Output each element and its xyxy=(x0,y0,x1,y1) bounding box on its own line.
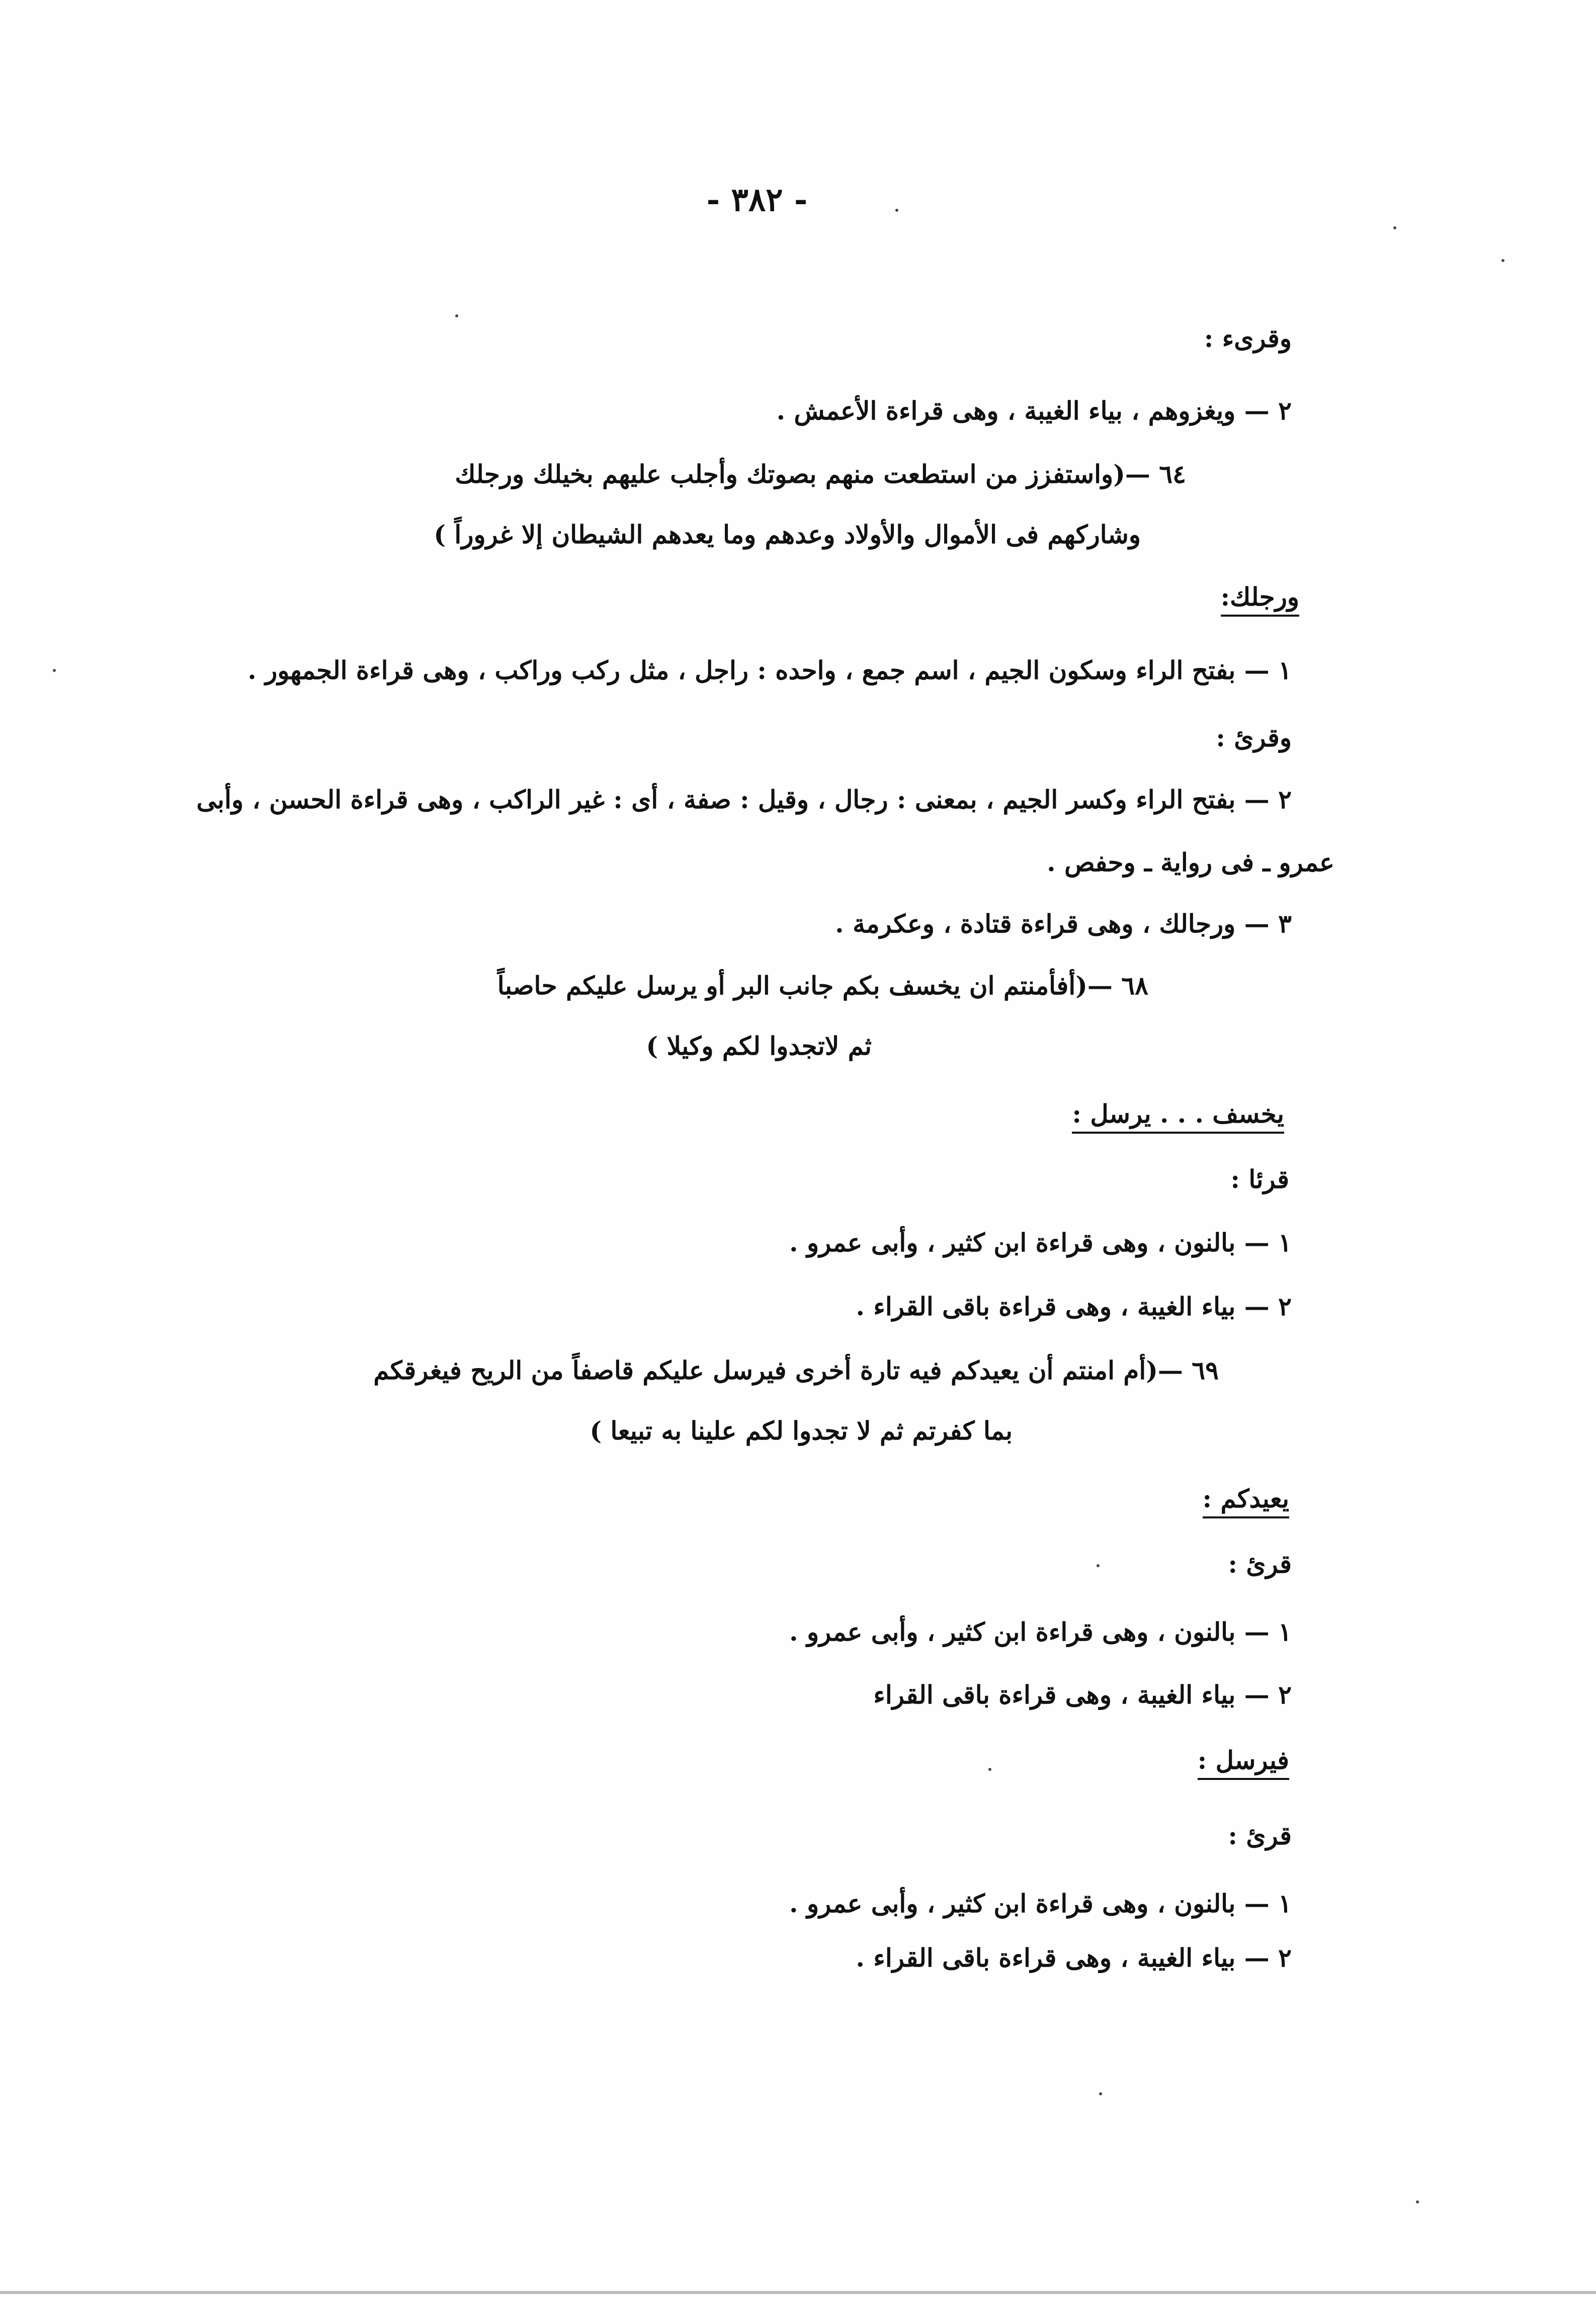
scan-speck xyxy=(1501,259,1504,262)
verse-line: بما كفرتم ثم لا تجدوا لكم علينا به تبيعا ) xyxy=(590,1416,1013,1445)
section-heading: يعيدكم : xyxy=(1203,1486,1289,1518)
scan-speck xyxy=(1097,1564,1100,1567)
text-line: ١ — بفتح الراء وسكون الجيم ، اسم جمع ، واحده : راجل ، مثل ركب وراكب ، وهى قراءة الجمهور . xyxy=(247,655,1292,685)
scan-speck xyxy=(895,209,898,212)
section-heading: فيرسل : xyxy=(1198,1748,1289,1780)
text-line: ٢ — ويغزوهم ، بياء الغيبة ، وهى قراءة الأعمش . xyxy=(776,396,1292,426)
verse-line: ٦٩ —(أم امنتم أن يعيدكم فيه تارة أخرى فيرسل عليكم قاصفاً من الريح فيغرقكم xyxy=(373,1355,1219,1385)
page-number: - ٣٨٢ - xyxy=(706,181,808,219)
scan-speck xyxy=(1416,2200,1419,2203)
text-line: قرئا : xyxy=(1230,1164,1289,1194)
scan-speck xyxy=(988,1768,991,1771)
verse-line: ثم لاتجدوا لكم وكيلا ) xyxy=(646,1031,872,1061)
text-line: ٣ — ورجالك ، وهى قراءة قتادة ، وعكرمة . xyxy=(835,909,1292,939)
text-line: وقرئ : xyxy=(1216,723,1292,752)
section-heading: يخسف . . . يرسل : xyxy=(1072,1101,1284,1134)
text-line: ١ — بالنون ، وهى قراءة ابن كثير ، وأبى عمرو . xyxy=(789,1889,1292,1918)
text-line: ٢ — بفتح الراء وكسر الجيم ، بمعنى : رجال ، وقيل : صفة ، أى : غير الراكب ، وهى قراءة الحسن ، وأبى xyxy=(196,785,1292,814)
section-heading: ورجلك: xyxy=(1221,584,1299,617)
text-line: ٢ — بياء الغيبة ، وهى قراءة باقى القراء . xyxy=(856,1292,1292,1321)
verse-line: وشاركهم فى الأموال والأولاد وعدهم وما يعدهم الشيطان إلا غروراً ) xyxy=(434,520,1141,549)
text-line: ١ — بالنون ، وهى قراءة ابن كثير ، وأبى عمرو . xyxy=(789,1617,1292,1647)
text-line: قرئ : xyxy=(1228,1549,1292,1579)
scan-speck xyxy=(53,669,56,672)
text-line: قرئ : xyxy=(1228,1821,1292,1850)
page-edge xyxy=(0,2291,1596,2294)
scan-speck xyxy=(1099,2092,1102,2095)
text-line: ٢ — بياء الغيبة ، وهى قراءة باقى القراء xyxy=(873,1680,1292,1710)
text-line: ١ — بالنون ، وهى قراءة ابن كثير ، وأبى عمرو . xyxy=(789,1228,1292,1257)
text-line: ٢ — بياء الغيبة ، وهى قراءة باقى القراء . xyxy=(856,1943,1292,1973)
text-line: عمرو ـ فى رواية ـ وحفص . xyxy=(1047,847,1334,877)
scan-speck xyxy=(1393,226,1396,229)
verse-line: ٦٨ —(أفأمنتم ان يخسف بكم جانب البر أو يرسل عليكم حاصباً xyxy=(497,971,1148,1000)
scan-speck xyxy=(455,314,458,317)
verse-line: ٦٤ —(واستفزز من استطعت منهم بصوتك وأجلب عليهم بخيلك ورجلك xyxy=(455,459,1186,489)
text-line: وقرىء : xyxy=(1204,323,1292,353)
